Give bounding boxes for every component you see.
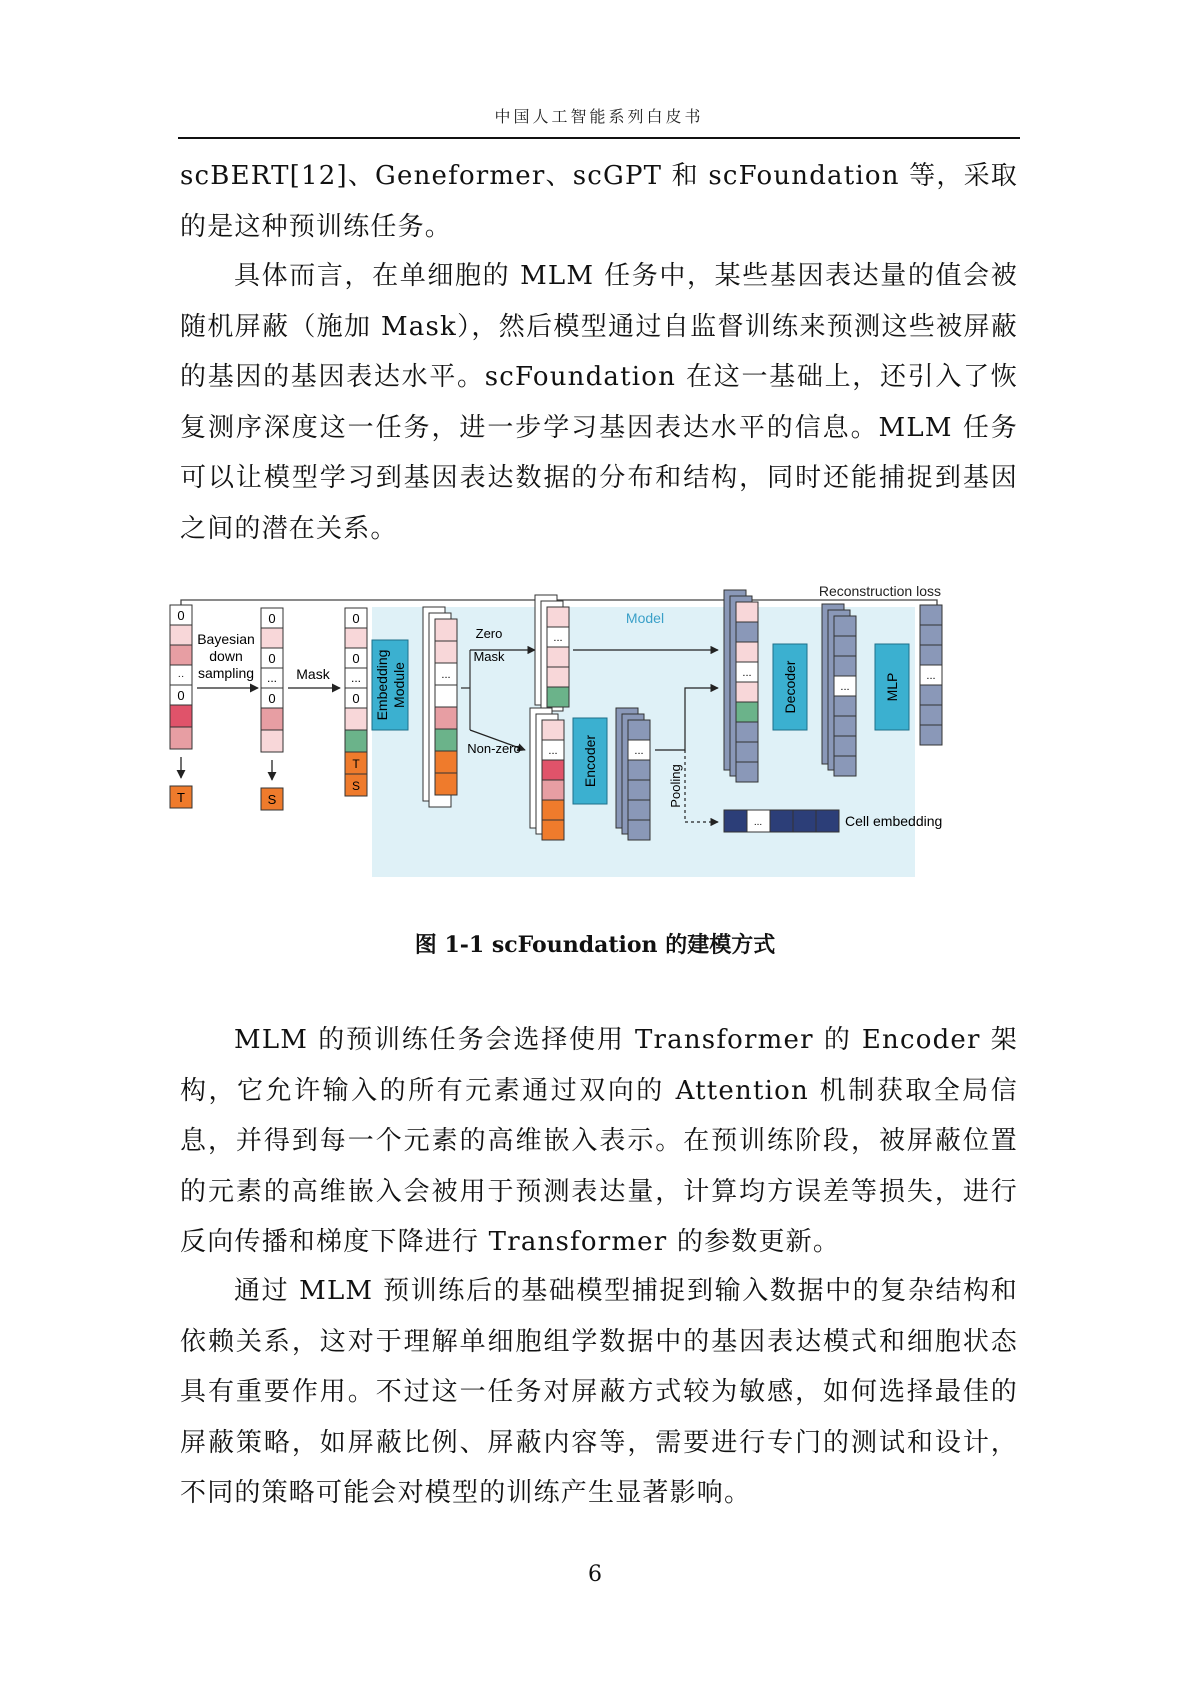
paragraph-1: scBERT[12]、Geneformer、scGPT 和 scFoundation 等，采取的是这种预训练任务。 — [180, 161, 1018, 242]
token-s-label: S — [267, 792, 277, 807]
masked-column — [345, 608, 367, 796]
ellipsis-cell: ... — [840, 681, 850, 693]
embedding-module-label-1: Embedding — [374, 649, 390, 721]
cell-embedding-label: Cell embedding — [845, 813, 943, 829]
ellipsis-cell: ... — [553, 632, 563, 644]
mask-label: Mask — [296, 666, 330, 682]
ellipsis-cell: ... — [350, 671, 362, 685]
token-t-label: T — [177, 790, 185, 805]
bayesian-label-2: down — [209, 648, 243, 664]
zero-cell: 0 — [268, 611, 276, 626]
paragraph-4: 通过 MLM 预训练后的基础模型捕捉到输入数据中的复杂结构和依赖关系，这对于理解单细胞组学数据中的基因表达模式和细胞状态具有重要作用。不过这一任务对屏蔽方式较为敏感，如何选择最佳的屏蔽策略，如屏蔽比例、屏蔽内容等，需要进行专门的测试和设计，不同的策略可能会对模型的训练产生显著影响。 — [180, 1276, 1018, 1508]
zero-cell: 0 — [352, 651, 360, 666]
running-header: 中国人工智能系列白皮书 — [494, 107, 704, 126]
zero-cell: 0 — [268, 651, 276, 666]
ellipsis-cell: ·· — [177, 671, 185, 682]
token-t-label: T — [352, 757, 360, 771]
zero-mask-stack — [535, 595, 569, 711]
ellipsis-cell: ... — [266, 671, 278, 685]
ellipsis-cell: ... — [441, 669, 451, 681]
ellipsis-cell: ... — [634, 745, 644, 757]
figure-diagram — [175, 583, 1025, 900]
bayesian-label-1: Bayesian — [197, 631, 255, 647]
cell-embedding-row — [724, 810, 839, 832]
figure-caption: 图 1-1 scFoundation 的建模方式 — [414, 932, 776, 958]
bayesian-label-3: sampling — [197, 665, 255, 681]
zero-cell: 0 — [268, 691, 276, 706]
paragraph-2: 具体而言，在单细胞的 MLM 任务中，某些基因表达量的值会被随机屏蔽（施加 Mask），然后模型通过自监督训练来预测这些被屏蔽的基因的基因表达水平。scFoundation 在这一基础上，还引入了恢复测序深度这一任务，进一步学习基因表达水平的信息。MLM 任务可以让模型学习到基因表达数据的分布和结构，同时还能捕捉到基因之间的潜在关系。 — [180, 261, 1018, 544]
zero-mask-label-1: Zero — [475, 626, 503, 641]
embedding-module-label-2: Module — [391, 662, 407, 708]
reconstruction-loss-label: Reconstruction loss — [818, 583, 941, 599]
header-rule — [178, 137, 1020, 139]
mlp-label: MLP — [884, 672, 900, 702]
zero-cell: 0 — [352, 611, 360, 626]
input-column-t — [170, 605, 192, 749]
model-label: Model — [625, 610, 665, 626]
ellipsis-cell: ... — [926, 670, 936, 682]
output-column — [920, 605, 942, 745]
zero-cell: 0 — [177, 608, 185, 623]
ellipsis-cell: ... — [753, 817, 763, 828]
decoder-input-stack — [724, 590, 758, 782]
scfoundation-figure — [175, 583, 1025, 900]
non-zero-stack — [530, 708, 564, 840]
token-s-label: S — [351, 779, 361, 793]
embedding-stack — [423, 607, 457, 807]
ellipsis-cell: ... — [742, 667, 752, 679]
zero-cell: 0 — [177, 688, 185, 703]
paragraph-3: MLM 的预训练任务会选择使用 Transformer 的 Encoder 架构，它允许输入的所有元素通过双向的 Attention 机制获取全局信息，并得到每一个元素的高维嵌入表示。在预训练阶段，被屏蔽位置的元素的高维嵌入会被用于预测表达量，计算均方误差等损失，进行反向传播和梯度下降进行 Transformer 的参数更新。 — [180, 1025, 1018, 1257]
zero-mask-label-2: Mask — [473, 649, 505, 664]
encoded-stack — [616, 708, 650, 840]
zero-cell: 0 — [352, 691, 360, 706]
encoder-label: Encoder — [582, 734, 598, 788]
decoded-stack — [822, 604, 856, 776]
pooling-label: Pooling — [668, 764, 683, 808]
input-column-s — [261, 608, 283, 752]
non-zero-label: Non-zero — [467, 741, 521, 756]
decoder-label: Decoder — [782, 660, 798, 714]
ellipsis-cell: ... — [548, 745, 558, 757]
page-number: 6 — [588, 1562, 602, 1587]
